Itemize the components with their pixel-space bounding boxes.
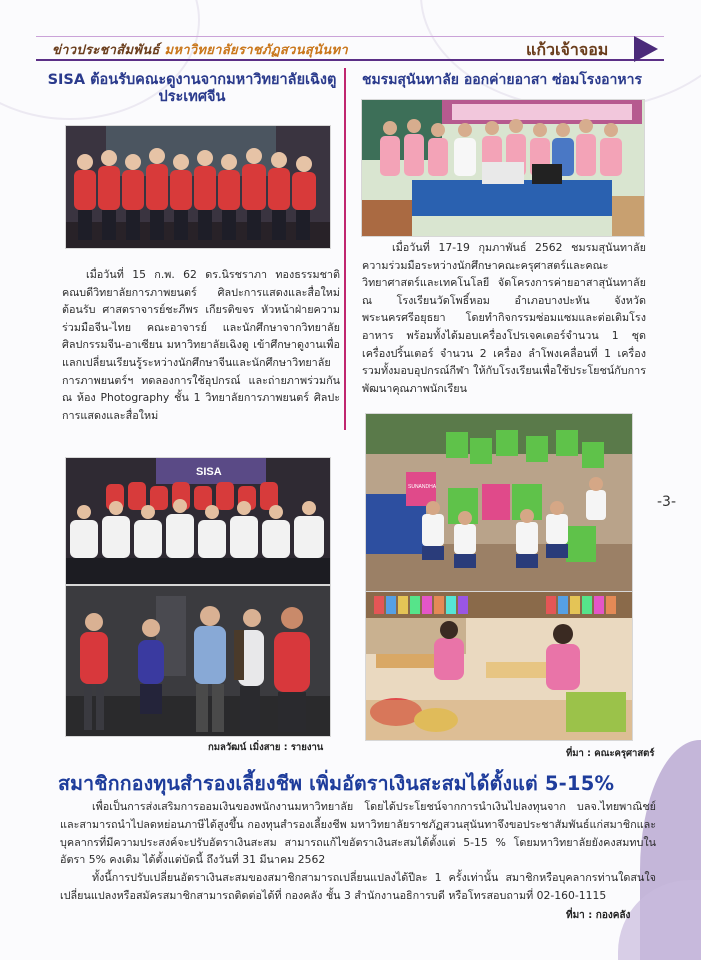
main-article-paragraph: เพื่อเป็นการส่งเสริมการออมเงินของพนักงานมหาวิทยาลัย โดยได้ประโยชน์จากการนำเงินไปลงทุนจาก บลจ.ไทยพาณิชย์ และสามารถนำไปลดหย่อนภาษีได้สูงขึ้น กองทุนสำรองเลี้ยงชีพ มหาวิทยาลัยราชภัฏสวนสุนันทาจึงขอประชาสัมพันธ์แก่สมาชิกและบุคลากรที่มีความประสงค์จะปรับอัตราเงินสะสม สามารถแก้ไขอัตราเงินสะสมได้ตั้งแต่ 5-15 % โดยมหาวิทยาลัยยังคงสมทบในอัตรา 5% คงเดิม ได้ตั้งแต่บัดนี้ ถึงวันที่ 31 มีนาคม 2562	[60, 800, 656, 867]
main-article-source: ที่มา : กองคลัง	[566, 910, 631, 921]
publication-label: ข่าวประชาสัมพันธ์	[52, 43, 160, 58]
library-photo	[366, 592, 632, 740]
left-article-body: เมื่อวันที่ 15 ก.พ. 62 ดร.นิรชราภา ทองธรรมชาติ คณบดีวิทยาลัยการภาพยนตร์ ศิลปะการแสดงและสื่อใหม่ ต้อนรับ ศาสตราจารย์ชะภีพร เกียรติขจร หัวหน้าฝ่ายความร่วมมือจีน-ไทย คณะอาจารย์ และนักศึกษาจากวิทยาลัยศิลปกรรมจีน-อาเซียน มหาวิทยาลัยเฉิงตู เข้าศึกษาดูงานเพื่อแลกเปลี่ยนเรียนรู้ระหว่างนักศึกษาจีนและนักศึกษาวิทยาลัยการภาพยนตร์ฯ ทดลองการใช้อุปกรณ์ และถ่ายภาพร่วมกัน ณ ห้อง Photography ชั้น 1 วิทยาลัยการภาพยนตร์ ศิลปะการแสดงและสื่อใหม่	[62, 268, 340, 422]
corner-triangle-icon	[634, 36, 658, 62]
right-article-body: เมื่อวันที่ 17-19 กุมภาพันธ์ 2562 ชมรมสุนันทาลัย ความร่วมมือระหว่างนักศึกษาคณะครุศาสตร์และคณะวิทยาศาสตร์และเทคโนโลยี จัดโครงการค่ายอาสาสุนันทาลัย ณ โรงเรียนวัดโพธิ์หอม อำเภอบางปะหัน จังหวัดพระนครศรีอยุธยา โดยทำกิจกรรมซ่อมแซมและต่อเติมโรงอาหาร พร้อมทั้งได้มอบเครื่องโปรเจคเตอร์จำนวน 1 ชุด เครื่องปริ้นเตอร์ จำนวน 2 เครื่อง ลำโพงเคลื่อนที่ 1 เครื่อง รวมทั้งมอบอุปกรณ์กีฬา ให้กับโรงเรียนเพื่อใช้ประโยชน์กับการพัฒนาคุณภาพนักเรียน	[362, 241, 646, 395]
column-divider	[344, 68, 346, 430]
reporter-credit: กมลวัฒน์ เมิ่งสาย : รายงาน	[208, 742, 324, 753]
main-article-paragraph: ทั้งนี้การปรับเปลี่ยนอัตราเงินสะสมของสมาชิกสามารถเปลี่ยนแปลงได้ปีละ 1 ครั้งเท่านั้น สมาชิกหรือบุคลากรท่านใดสนใจเปลี่ยนแปลงหรือสมัครสมาชิกสามารถติดต่อได้ที่ กองคลัง ชั้น 3 สำนักงานอธิการบดี หรือโทรสอบถามที่ 02-160-1115	[60, 871, 656, 902]
main-article-headline: สมาชิกกองทุนสำรองเลี้ยงชีพ เพิ่มอัตราเงินสะสมได้ตั้งแต่ 5-15%	[58, 772, 615, 795]
publication-title	[52, 39, 348, 60]
left-article-headline: SISA ต้อนรับคณะดูงานจากมหาวิทยาลัยเฉิงตู ประเทศจีน	[47, 72, 337, 105]
visitors-photo	[66, 586, 330, 736]
section-title: แก้วเจ้าจอม	[526, 40, 609, 59]
page-number: -3-	[657, 494, 677, 510]
right-article-headline: ชมรมสุนันทาลัย ออกค่ายอาสา ซ่อมโรงอาหาร	[361, 72, 643, 88]
main-article-body	[60, 798, 656, 905]
children-bags-photo	[366, 414, 632, 592]
university-label: มหาวิทยาลัยราชภัฏสวนสุนันทา	[164, 43, 348, 58]
banner-text: SISA	[196, 466, 222, 478]
bag-label: SUNANDHA	[408, 484, 437, 490]
right-article-source: ที่มา : คณะครุศาสตร์	[566, 748, 655, 759]
group-photo-red-shirts	[66, 126, 330, 248]
volunteer-camp-photo	[362, 100, 644, 236]
students-group-photo	[66, 458, 330, 584]
